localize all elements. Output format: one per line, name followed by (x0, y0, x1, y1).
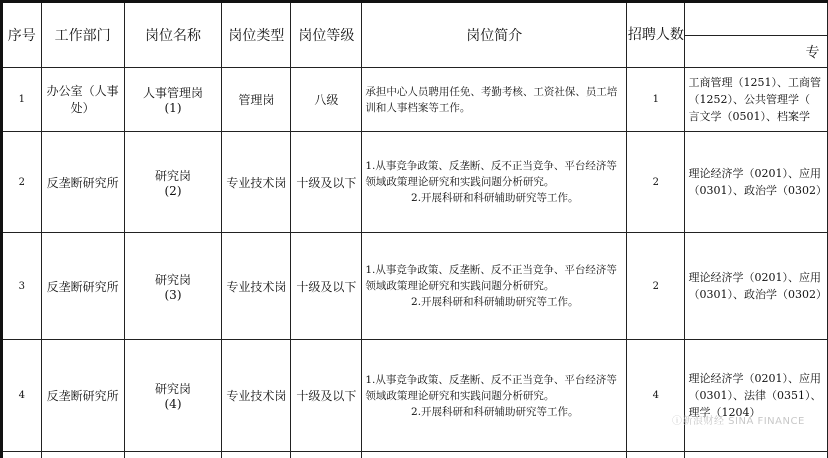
cell-post-type: 管理岗 (222, 68, 291, 132)
cell-seq: 2 (2, 132, 42, 233)
cell-post-type: 专业技术岗 (222, 132, 291, 233)
cell-dept: 反垄断研究所 (41, 233, 124, 340)
cell-post-level: 八级 (291, 68, 362, 132)
cell-major (685, 68, 828, 132)
major-line: 理论经济学（0201）、应用 (688, 167, 821, 180)
major-line: （0301）、政治学（0302） (688, 288, 827, 301)
cell-empty (124, 452, 222, 458)
intro-line: 2.开展科研和科研辅助研究等工作。 (411, 192, 579, 204)
major-line: 言文学（0501）、档案学 (688, 110, 810, 123)
header-condition-group (685, 2, 828, 36)
cell-post-level: 十级及以下 (291, 132, 362, 233)
cell-dept: 反垄断研究所 (41, 340, 124, 452)
cell-empty (2, 452, 42, 458)
major-line: （1252）、公共管理学（ (688, 93, 810, 106)
cell-post-name (124, 340, 222, 452)
cell-post-level: 十级及以下 (291, 340, 362, 452)
cell-recruit-count: 2 (627, 233, 685, 340)
cell-post-intro (362, 132, 627, 233)
header-post-name: 岗位名称 (124, 2, 222, 68)
cell-post-name (124, 233, 222, 340)
major-line: 理学（1204） (688, 406, 761, 419)
cell-recruit-count: 1 (627, 68, 685, 132)
post-name-text: 研究岗 (155, 168, 192, 183)
cell-seq: 3 (2, 233, 42, 340)
header-post-intro: 岗位简介 (362, 2, 627, 68)
cell-post-name (124, 132, 222, 233)
post-code-text: (2) (164, 183, 182, 198)
cell-post-level: 十级及以下 (291, 233, 362, 340)
post-code-text: (3) (164, 287, 182, 302)
cell-empty (41, 452, 124, 458)
cell-dept: 反垄断研究所 (41, 132, 124, 233)
cell-post-intro (362, 68, 627, 132)
cell-post-name (124, 68, 222, 132)
major-line: （0301）、政治学（0302） (688, 184, 827, 197)
header-seq: 序号 (2, 2, 42, 68)
table-row (2, 132, 828, 233)
cell-empty (685, 452, 828, 458)
intro-line: 承担中心人员聘用任免、考勤考核、工资社保、员工培训和人事档案等工作。 (365, 85, 618, 114)
cell-major (685, 340, 828, 452)
cell-dept: 办公室（人事处） (41, 68, 124, 132)
table-row (2, 233, 828, 340)
cell-recruit-count: 4 (627, 340, 685, 452)
major-line: 理论经济学（0201）、应用 (688, 372, 821, 385)
intro-line: 1.从事竞争政策、反垄断、反不正当竞争、平台经济等领域政策理论研究和实践问题分析研究。 (365, 160, 617, 188)
intro-line: 1.从事竞争政策、反垄断、反不正当竞争、平台经济等领域政策理论研究和实践问题分析研究。 (365, 373, 617, 402)
cell-major (685, 132, 828, 233)
post-name-text: 研究岗 (155, 382, 192, 396)
cell-empty (362, 452, 627, 458)
post-code-text: (4) (164, 397, 182, 411)
cell-recruit-count: 2 (627, 132, 685, 233)
header-post-level: 岗位等级 (291, 2, 362, 68)
cell-post-intro (362, 233, 627, 340)
table-row (2, 68, 828, 132)
header-major: 专 (685, 36, 828, 68)
cell-empty (627, 452, 685, 458)
cell-post-type: 专业技术岗 (222, 340, 291, 452)
intro-line: 2.开展科研和科研辅助研究等工作。 (411, 296, 579, 308)
cell-seq: 4 (2, 340, 42, 452)
intro-line: 2.开展科研和科研辅助研究等工作。 (411, 405, 579, 418)
cell-major (685, 233, 828, 340)
header-dept: 工作部门 (41, 2, 124, 68)
watermark-logo: ⓘ新浪财经 SINA FINANCE (672, 416, 805, 427)
intro-line: 1.从事竞争政策、反垄断、反不正当竞争、平台经济等领域政策理论研究和实践问题分析研究。 (365, 264, 617, 292)
cell-post-type: 专业技术岗 (222, 233, 291, 340)
cell-empty (291, 452, 362, 458)
cell-empty (222, 452, 291, 458)
cell-post-intro (362, 340, 627, 452)
post-name-text: 研究岗 (155, 272, 192, 287)
table-row-partial (2, 452, 828, 458)
post-code-text: (1) (164, 101, 182, 115)
major-line: 工商管理（1251）、工商管 (688, 76, 821, 89)
major-line: 理论经济学（0201）、应用 (688, 271, 821, 284)
header-post-type: 岗位类型 (222, 2, 291, 68)
major-line: （0301）、法律（0351）、 (688, 389, 822, 402)
table-row (2, 340, 828, 452)
cell-seq: 1 (2, 68, 42, 132)
header-recruit-count: 招聘人数 (627, 2, 685, 68)
post-name-text: 人事管理岗 (143, 86, 204, 100)
